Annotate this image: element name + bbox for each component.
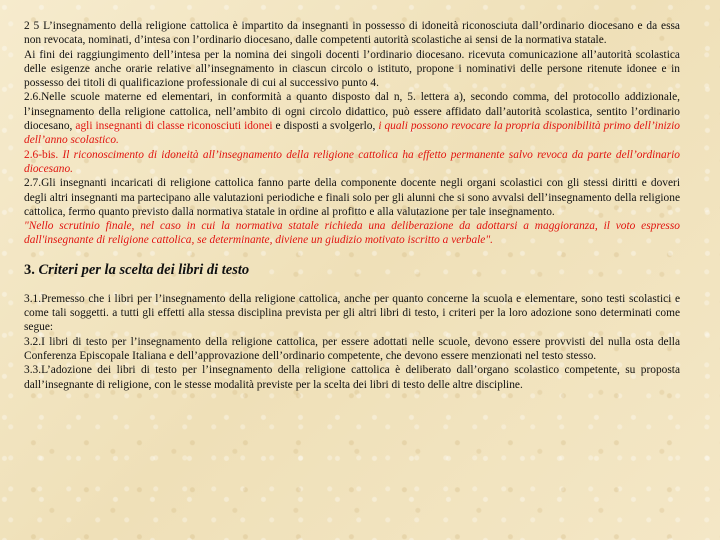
paragraph-scrutinio-finale: "Nello scrutinio finale, nel caso in cui la normativa statale richieda una deliberazione da adottarsi a maggioranza, il voto espresso dall'insegnante di religione cattolica, se determinante, diviene un giudizio motivato iscritto a verbale". xyxy=(24,220,680,247)
paragraph-3-3: 3.3.L’adozione dei libri di testo per l’insegnamento della religione cattolica è deliberato dall’organo scolastico competente, su proposta dall’insegnante di religione, con le stesse modalità previste per la scelta dei libri di testo delle altre discipline. xyxy=(24,364,680,391)
paragraph-3-2: 3.2.I libri di testo per l’insegnamento della religione cattolica, per essere adottati nelle scuole, devono essere provvisti del nulla osta della Conferenza Episcopale Italiana e dell’approvazione dell’ordinario competente, che devono essere menzionati nel testo stesso. xyxy=(24,335,680,362)
paragraph-2-6 xyxy=(24,90,680,147)
document-page xyxy=(24,19,680,392)
paragraph-2-6-bis-label: 2.6-bis. xyxy=(24,148,59,161)
paragraph-2-6-bis-text: Il riconoscimento di idoneità all’insegnamento della religione cattolica ha effetto permanente salvo revoca da parte dell’ordinario diocesano. xyxy=(24,148,680,175)
section-3-title: Criteri per la scelta dei libri di testo xyxy=(38,261,250,278)
section-3-heading xyxy=(24,261,680,279)
section-3-number: 3. xyxy=(24,261,35,278)
paragraph-2-7: 2.7.Gli insegnanti incaricati di religione cattolica fanno parte della componente docente negli organi scolastici con gli stessi diritti e doveri degli altri insegnanti ma partecipano alle valutazioni periodiche e finali solo per gli alunni che si sono avvalsi dell’insegnamento della religione cattolica, fermo quanto previsto dalla normativa statale in ordine al profitto e alla valutazione per tale insegnamento. xyxy=(24,177,680,218)
highlight-revoca-disponibilita: i quali possono revocare la propria disponibilità primo dell’inizio dell’anno scolastico. xyxy=(24,120,681,147)
paragraph-2-5: 2 5 L’insegnamento della religione cattolica è impartito da insegnanti in possesso di idoneità riconosciuta dall’ordinario diocesano e da essa non revocata, nominati, d’intesa con l’ordinario diocesano, dalle competenti autorità scolastiche ai sensi de la normativa statale. xyxy=(24,20,680,47)
paragraph-2-6-bis xyxy=(24,148,680,177)
paragraph-2-6-mid: e disposti a svolgerlo, xyxy=(275,120,376,133)
highlight-insegnanti-idonei: agli insegnanti di classe riconosciuti idonei xyxy=(75,120,273,133)
paragraph-2-6-text: 2.6.Nelle scuole materne ed elementari, in conformità a quanto disposto dal n, 5. lettera a), secondo comma, del protocollo addizionale, l’insegnamento della religione cattolica, nell’ambito di ogni circolo didattico, può essere affidato dall’autorità scolastica, sentito l’ordinario diocesano, xyxy=(24,91,680,133)
paragraph-ai-fini: Ai fini dei raggiungimento dell’intesa per la nomina dei singoli docenti l’ordinario diocesano. ricevuta comunicazione all’autorità scolastica delle esigenze anche orarie relative all’insegnamento in ciascun circolo o istituto, propone i nominativi delle persone ritenute idonee e in possesso dei titoli di qualificazione professionale di cui al successivo punto 4. xyxy=(24,48,680,90)
paragraph-3-1: 3.1.Premesso che i libri per l’insegnamento della religione cattolica, anche per quanto concerne la scuola e elementare, sono testi scolastici e come tali soggetti. a tutti gli effetti alla stessa disciplina prevista per gli altri libri di testo, i criteri per la loro adozione sono determinati come segue: xyxy=(24,292,680,334)
